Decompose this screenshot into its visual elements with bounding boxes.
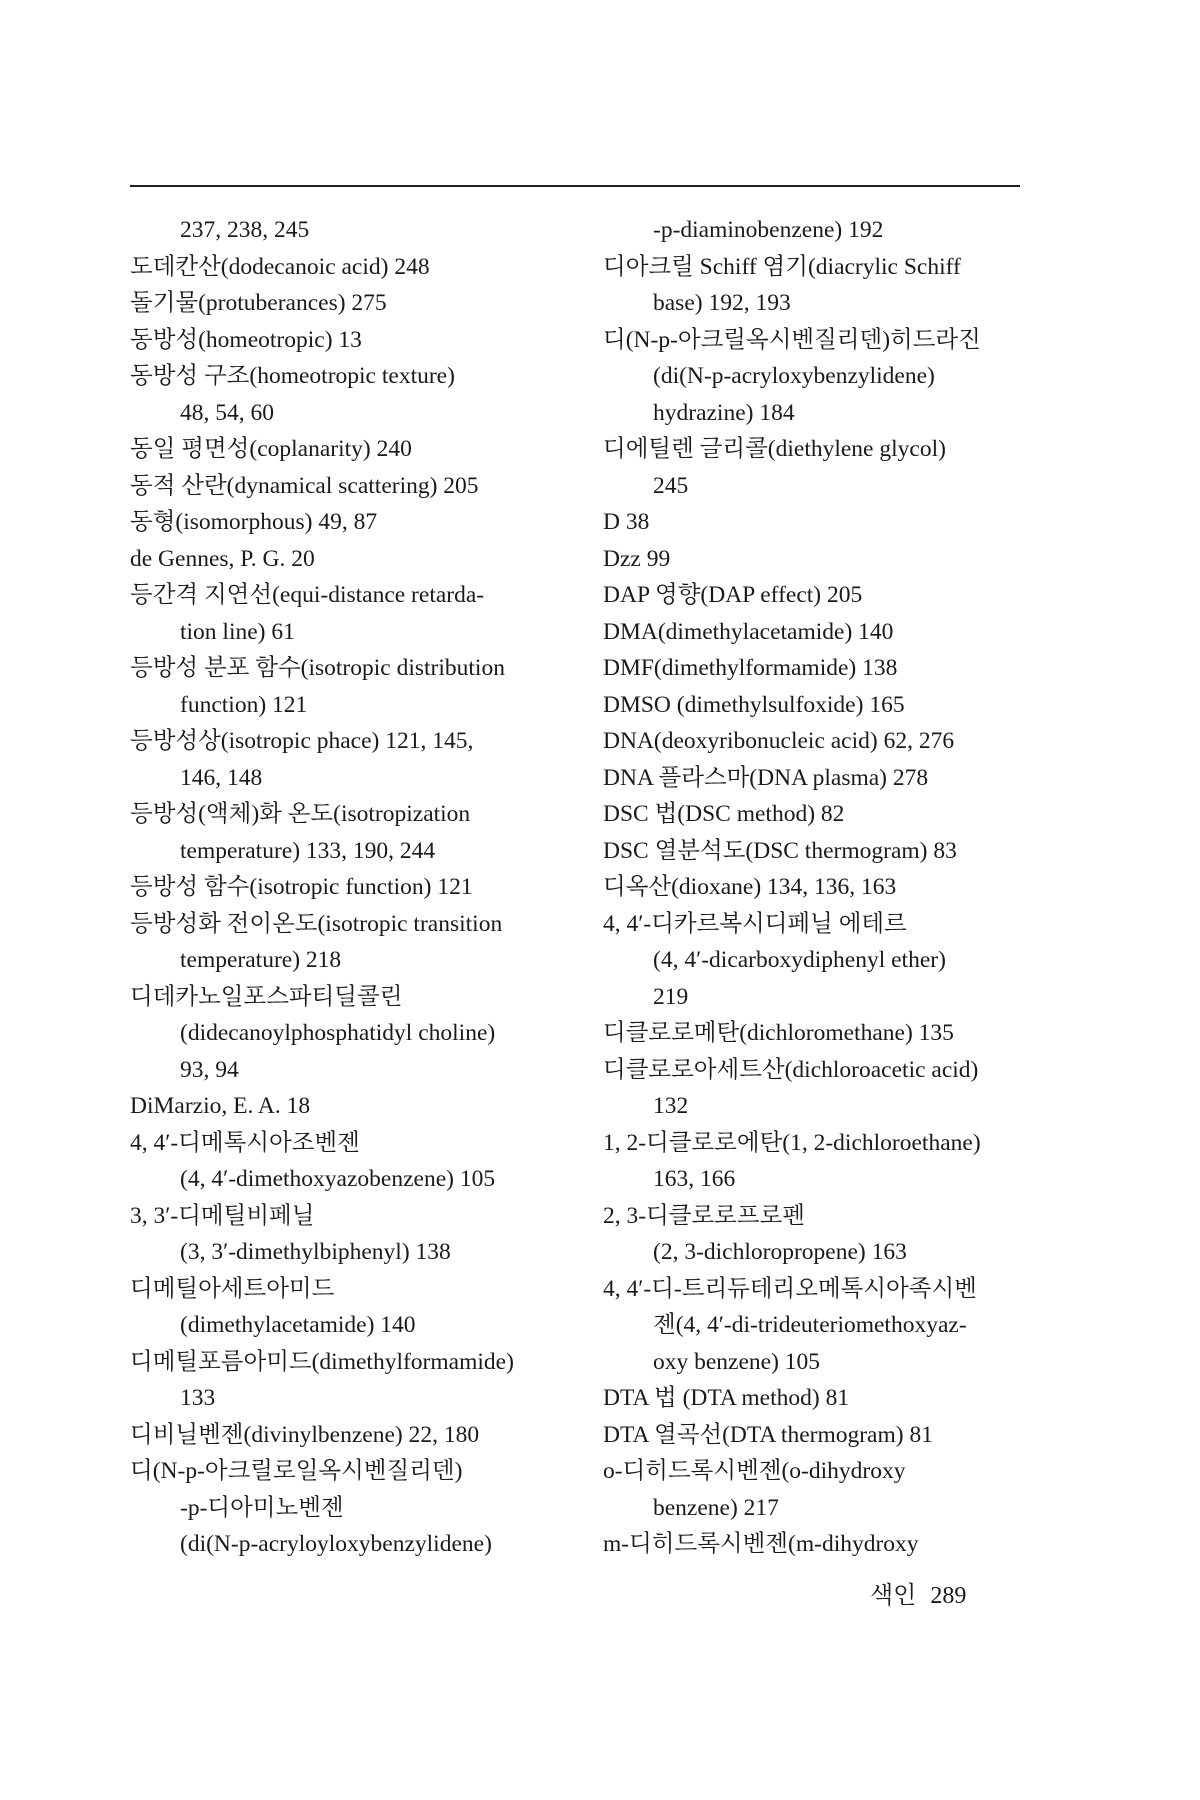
index-entry-continuation: (3, 3′-dimethylbiphenyl) 138 [180, 1239, 451, 1265]
index-entry-continuation: (2, 3-dichloropropene) 163 [653, 1239, 907, 1265]
index-column-right [603, 212, 1043, 1563]
index-entry: Dzz 99 [603, 545, 671, 572]
index-entry: DNA 플라스마(DNA plasma) 278 [603, 764, 929, 791]
index-entry-continuation: -p-디아미노벤젠 [180, 1494, 344, 1521]
index-entry: 4, 4′-디카르복시디페닐 에테르 [603, 910, 907, 937]
index-entry-continuation: 237, 238, 245 [180, 217, 310, 243]
index-entry: m-디히드록시벤젠(m-dihydroxy [603, 1531, 919, 1557]
index-entry-continuation: base) 192, 193 [653, 290, 791, 316]
index-entry-continuation: (didecanoylphosphatidyl choline) [180, 1020, 496, 1046]
index-entry: 등방성 분포 함수(isotropic distribution [130, 655, 505, 681]
index-entry: o-디히드록시벤젠(o-dihydroxy [603, 1458, 906, 1484]
index-entry: DMF(dimethylformamide) 138 [603, 655, 898, 681]
index-entry-continuation: hydrazine) 184 [653, 399, 795, 426]
index-entry: 등간격 지연선(equi-distance retarda- [130, 582, 485, 608]
index-entry-continuation: (4, 4′-dicarboxydiphenyl ether) [653, 947, 946, 973]
page-number: 289 [930, 1583, 967, 1609]
index-entry-continuation: (di(N-p-acryloyloxybenzylidene) [180, 1531, 492, 1557]
index-entry: 디(N-p-아크릴옥시벤질리덴)히드라진 [603, 326, 981, 353]
index-entry: 1, 2-디클로로에탄(1, 2-dichloroethane) [603, 1129, 981, 1156]
index-entry-continuation: 219 [653, 983, 689, 1010]
index-entry: 등방성화 전이온도(isotropic transition [130, 910, 503, 937]
index-entry: 동방성 구조(homeotropic texture) [130, 363, 455, 389]
index-entry-continuation: benzene) 217 [653, 1494, 779, 1521]
index-entry-continuation: 48, 54, 60 [180, 399, 274, 426]
index-entry: 디에틸렌 글리콜(diethylene glycol) [603, 436, 946, 462]
index-entry: 디데카노일포스파티딜콜린 [130, 983, 403, 1010]
index-entry: 동적 산란(dynamical scattering) 205 [130, 472, 479, 499]
index-entry-continuation: (di(N-p-acryloxybenzylidene) [653, 363, 935, 389]
footer-section-label: 색인 [870, 1583, 917, 1609]
index-entry: 디비닐벤젠(divinylbenzene) 22, 180 [130, 1421, 480, 1448]
index-entry-continuation: -p-diaminobenzene) 192 [653, 217, 884, 243]
index-entry: 동방성(homeotropic) 13 [130, 326, 362, 353]
index-entry-continuation: 젠(4, 4′-di-trideuteriomethoxyaz- [653, 1312, 967, 1338]
index-entry: DTA 열곡선(DTA thermogram) 81 [603, 1421, 933, 1448]
index-entry-continuation: tion line) 61 [180, 618, 295, 645]
index-entry: DSC 열분석도(DSC thermogram) 83 [603, 837, 957, 864]
index-entry: DNA(deoxyribonucleic acid) 62, 276 [603, 728, 955, 754]
index-entry: 디(N-p-아크릴로일옥시벤질리덴) [130, 1458, 463, 1484]
index-entry: 4, 4′-디-트리듀테리오메톡시아족시벤 [603, 1275, 977, 1302]
index-entry-continuation: temperature) 133, 190, 244 [180, 837, 436, 864]
index-entry: 디아크릴 Schiff 염기(diacrylic Schiff [603, 253, 961, 280]
index-entry: DMSO (dimethylsulfoxide) 165 [603, 691, 905, 718]
index-entry: D 38 [603, 509, 650, 535]
index-entry: 돌기물(protuberances) 275 [130, 290, 387, 316]
index-entry-continuation: oxy benzene) 105 [653, 1348, 821, 1375]
header-rule [130, 185, 1020, 187]
index-entry: 도데칸산(dodecanoic acid) 248 [130, 253, 430, 280]
index-entry-continuation: (4, 4′-dimethoxyazobenzene) 105 [180, 1166, 496, 1192]
index-entry: 3, 3′-디메틸비페닐 [130, 1202, 315, 1229]
index-entry: 등방성 함수(isotropic function) 121 [130, 874, 473, 900]
index-entry-continuation: temperature) 218 [180, 947, 342, 973]
page-footer [870, 1575, 1000, 1610]
index-entry: 동일 평면성(coplanarity) 240 [130, 436, 412, 462]
index-entry: 디클로로메탄(dichloromethane) 135 [603, 1020, 954, 1046]
index-column-left [130, 212, 570, 1563]
index-entry: 2, 3-디클로로프로펜 [603, 1202, 805, 1229]
index-entry: 디옥산(dioxane) 134, 136, 163 [603, 874, 897, 900]
index-entry: DSC 법(DSC method) 82 [603, 801, 845, 827]
index-entry-continuation: (dimethylacetamide) 140 [180, 1312, 416, 1338]
index-entry-continuation: 93, 94 [180, 1056, 239, 1083]
index-entry: DAP 영향(DAP effect) 205 [603, 582, 863, 608]
index-entry: DTA 법 (DTA method) 81 [603, 1385, 850, 1411]
index-entry-continuation: 133 [180, 1385, 216, 1411]
index-entry: 동형(isomorphous) 49, 87 [130, 509, 378, 535]
index-entry: 디메틸포름아미드(dimethylformamide) [130, 1348, 514, 1375]
index-entry: 4, 4′-디메톡시아조벤젠 [130, 1129, 360, 1156]
index-entry: 등방성상(isotropic phace) 121, 145, [130, 728, 474, 754]
index-entry: 디메틸아세트아미드 [130, 1275, 335, 1302]
index-entry: 등방성(액체)화 온도(isotropization [130, 801, 471, 827]
index-entry-continuation: function) 121 [180, 691, 308, 718]
index-entry-continuation: 245 [653, 472, 689, 499]
index-entry: 디클로로아세트산(dichloroacetic acid) [603, 1056, 979, 1083]
index-entry: DMA(dimethylacetamide) 140 [603, 618, 894, 645]
index-entry-continuation: 163, 166 [653, 1166, 736, 1192]
index-entry: DiMarzio, E. A. 18 [130, 1093, 311, 1119]
index-entry-continuation: 132 [653, 1093, 689, 1119]
index-entry-continuation: 146, 148 [180, 764, 263, 791]
index-entry: de Gennes, P. G. 20 [130, 545, 315, 572]
